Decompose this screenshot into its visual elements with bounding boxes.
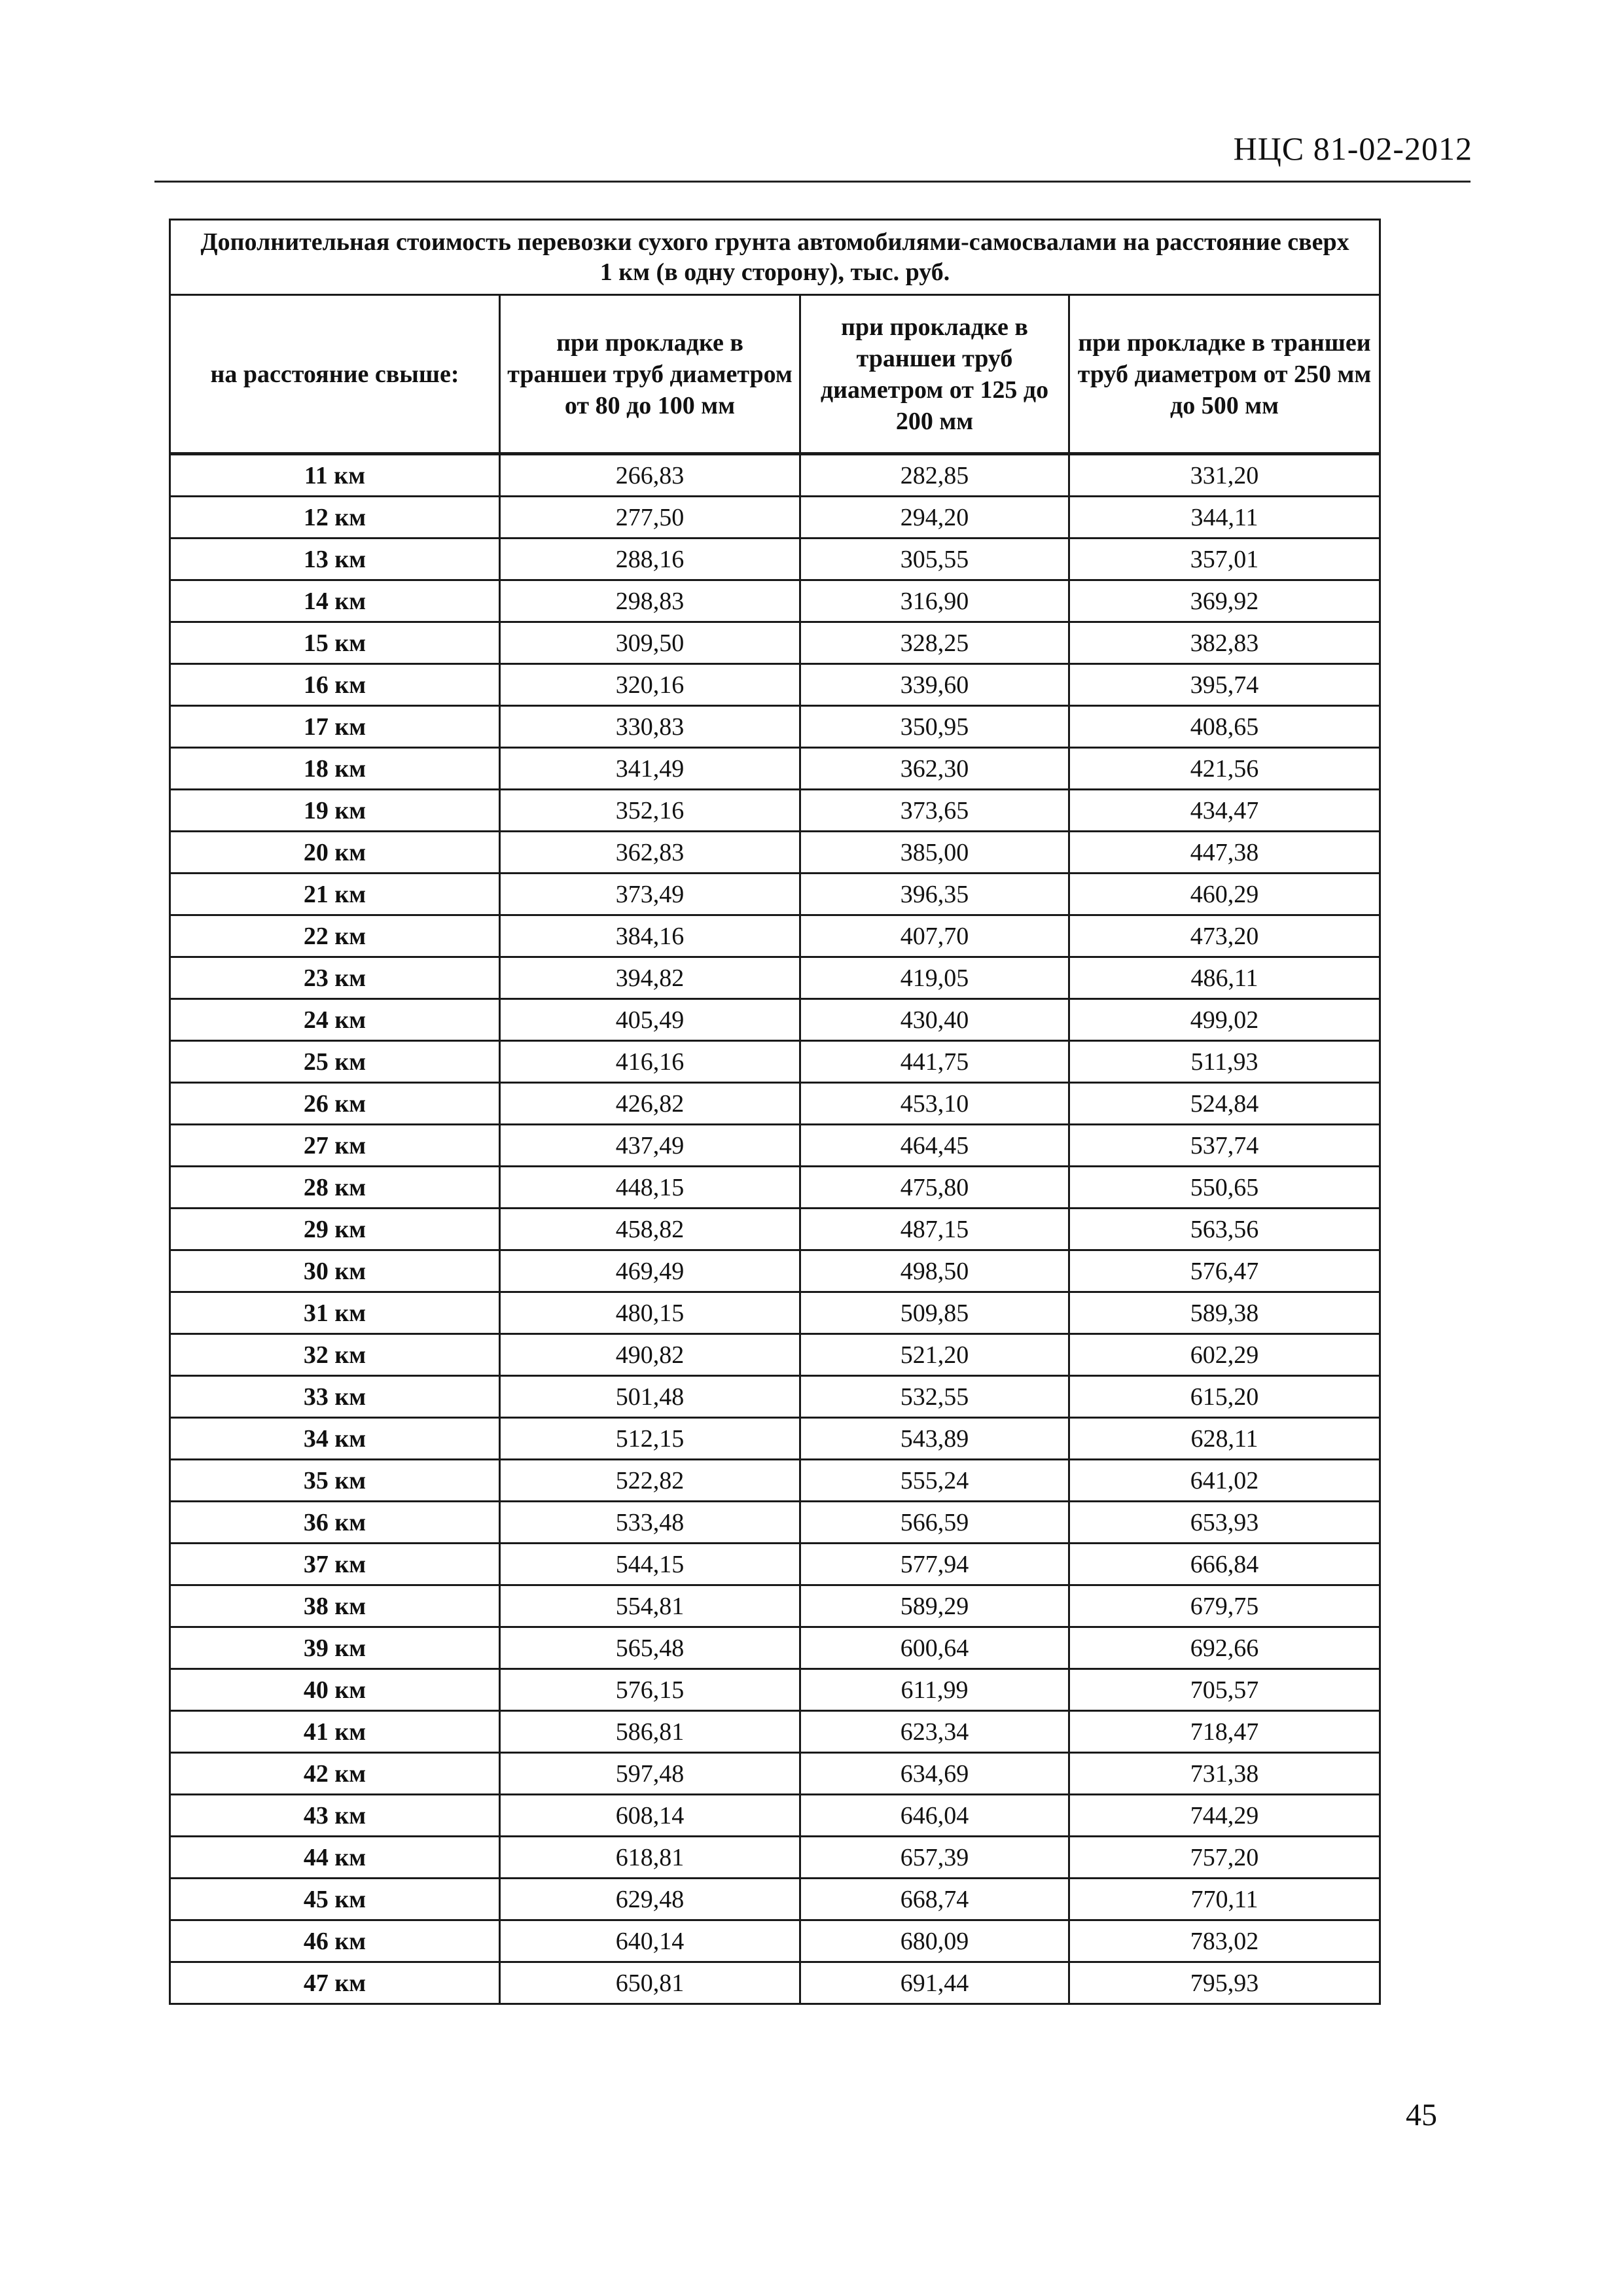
table-row <box>170 874 1380 915</box>
price-table <box>169 219 1381 2005</box>
cost-80-100-cell: 448,15 <box>500 1167 800 1209</box>
table-row <box>170 1167 1380 1209</box>
cost-250-500-cell: 408,65 <box>1069 706 1380 748</box>
distance-cell: 12 км <box>170 497 500 539</box>
cost-80-100-cell: 405,49 <box>500 999 800 1041</box>
table-row <box>170 790 1380 832</box>
cost-250-500-cell: 331,20 <box>1069 454 1380 497</box>
table-row <box>170 1669 1380 1711</box>
cost-80-100-cell: 640,14 <box>500 1920 800 1962</box>
column-header-250-500: при прокладке в траншеи труб диаметром от 250 мм до 500 мм <box>1069 295 1380 454</box>
cost-250-500-cell: 395,74 <box>1069 664 1380 706</box>
cost-125-200-cell: 521,20 <box>800 1334 1069 1376</box>
distance-cell: 20 км <box>170 832 500 874</box>
cost-80-100-cell: 362,83 <box>500 832 800 874</box>
table-title-row <box>170 220 1380 295</box>
cost-125-200-cell: 339,60 <box>800 664 1069 706</box>
distance-cell: 44 км <box>170 1837 500 1879</box>
cost-125-200-cell: 430,40 <box>800 999 1069 1041</box>
page-number: 45 <box>1406 2098 1437 2132</box>
cost-125-200-cell: 657,39 <box>800 1837 1069 1879</box>
price-table-container <box>169 219 1379 2005</box>
cost-125-200-cell: 600,64 <box>800 1627 1069 1669</box>
cost-250-500-cell: 344,11 <box>1069 497 1380 539</box>
column-header-distance: на расстояние свыше: <box>170 295 500 454</box>
cost-125-200-cell: 611,99 <box>800 1669 1069 1711</box>
distance-cell: 16 км <box>170 664 500 706</box>
cost-125-200-cell: 350,95 <box>800 706 1069 748</box>
cost-250-500-cell: 563,56 <box>1069 1209 1380 1250</box>
cost-125-200-cell: 566,59 <box>800 1502 1069 1544</box>
cost-80-100-cell: 533,48 <box>500 1502 800 1544</box>
distance-cell: 17 км <box>170 706 500 748</box>
cost-250-500-cell: 421,56 <box>1069 748 1380 790</box>
distance-cell: 23 км <box>170 957 500 999</box>
cost-80-100-cell: 522,82 <box>500 1460 800 1502</box>
cost-125-200-cell: 634,69 <box>800 1753 1069 1795</box>
cost-80-100-cell: 320,16 <box>500 664 800 706</box>
distance-cell: 18 км <box>170 748 500 790</box>
cost-80-100-cell: 576,15 <box>500 1669 800 1711</box>
cost-80-100-cell: 650,81 <box>500 1962 800 2004</box>
distance-cell: 42 км <box>170 1753 500 1795</box>
cost-250-500-cell: 705,57 <box>1069 1669 1380 1711</box>
cost-80-100-cell: 341,49 <box>500 748 800 790</box>
cost-125-200-cell: 543,89 <box>800 1418 1069 1460</box>
cost-250-500-cell: 628,11 <box>1069 1418 1380 1460</box>
cost-250-500-cell: 511,93 <box>1069 1041 1380 1083</box>
table-row <box>170 915 1380 957</box>
cost-250-500-cell: 499,02 <box>1069 999 1380 1041</box>
cost-80-100-cell: 394,82 <box>500 957 800 999</box>
cost-80-100-cell: 512,15 <box>500 1418 800 1460</box>
cost-125-200-cell: 385,00 <box>800 832 1069 874</box>
cost-250-500-cell: 757,20 <box>1069 1837 1380 1879</box>
cost-125-200-cell: 373,65 <box>800 790 1069 832</box>
cost-80-100-cell: 298,83 <box>500 580 800 622</box>
table-row <box>170 539 1380 580</box>
cost-125-200-cell: 294,20 <box>800 497 1069 539</box>
cost-250-500-cell: 550,65 <box>1069 1167 1380 1209</box>
distance-cell: 34 км <box>170 1418 500 1460</box>
table-row <box>170 1376 1380 1418</box>
cost-125-200-cell: 498,50 <box>800 1250 1069 1292</box>
cost-80-100-cell: 586,81 <box>500 1711 800 1753</box>
cost-250-500-cell: 744,29 <box>1069 1795 1380 1837</box>
cost-125-200-cell: 487,15 <box>800 1209 1069 1250</box>
table-head <box>170 220 1380 454</box>
table-row <box>170 1418 1380 1460</box>
cost-250-500-cell: 653,93 <box>1069 1502 1380 1544</box>
distance-cell: 26 км <box>170 1083 500 1125</box>
cost-250-500-cell: 369,92 <box>1069 580 1380 622</box>
cost-125-200-cell: 668,74 <box>800 1879 1069 1920</box>
table-row <box>170 1250 1380 1292</box>
cost-125-200-cell: 555,24 <box>800 1460 1069 1502</box>
table-row <box>170 748 1380 790</box>
distance-cell: 36 км <box>170 1502 500 1544</box>
cost-250-500-cell: 447,38 <box>1069 832 1380 874</box>
cost-250-500-cell: 357,01 <box>1069 539 1380 580</box>
cost-250-500-cell: 473,20 <box>1069 915 1380 957</box>
cost-80-100-cell: 437,49 <box>500 1125 800 1167</box>
distance-cell: 15 км <box>170 622 500 664</box>
cost-125-200-cell: 316,90 <box>800 580 1069 622</box>
table-row <box>170 1460 1380 1502</box>
distance-cell: 32 км <box>170 1334 500 1376</box>
cost-80-100-cell: 288,16 <box>500 539 800 580</box>
cost-80-100-cell: 501,48 <box>500 1376 800 1418</box>
cost-80-100-cell: 384,16 <box>500 915 800 957</box>
distance-cell: 43 км <box>170 1795 500 1837</box>
cost-125-200-cell: 328,25 <box>800 622 1069 664</box>
distance-cell: 28 км <box>170 1167 500 1209</box>
cost-80-100-cell: 309,50 <box>500 622 800 664</box>
cost-80-100-cell: 629,48 <box>500 1879 800 1920</box>
distance-cell: 27 км <box>170 1125 500 1167</box>
distance-cell: 30 км <box>170 1250 500 1292</box>
table-row <box>170 1879 1380 1920</box>
table-row <box>170 1125 1380 1167</box>
cost-125-200-cell: 589,29 <box>800 1585 1069 1627</box>
table-row <box>170 1837 1380 1879</box>
cost-250-500-cell: 589,38 <box>1069 1292 1380 1334</box>
cost-80-100-cell: 597,48 <box>500 1753 800 1795</box>
cost-250-500-cell: 692,66 <box>1069 1627 1380 1669</box>
cost-250-500-cell: 434,47 <box>1069 790 1380 832</box>
distance-cell: 33 км <box>170 1376 500 1418</box>
cost-125-200-cell: 419,05 <box>800 957 1069 999</box>
table-row <box>170 580 1380 622</box>
distance-cell: 14 км <box>170 580 500 622</box>
distance-cell: 11 км <box>170 454 500 497</box>
distance-cell: 39 км <box>170 1627 500 1669</box>
column-header-row <box>170 295 1380 454</box>
distance-cell: 40 км <box>170 1669 500 1711</box>
cost-250-500-cell: 679,75 <box>1069 1585 1380 1627</box>
distance-cell: 47 км <box>170 1962 500 2004</box>
cost-125-200-cell: 691,44 <box>800 1962 1069 2004</box>
cost-80-100-cell: 554,81 <box>500 1585 800 1627</box>
cost-80-100-cell: 426,82 <box>500 1083 800 1125</box>
cost-250-500-cell: 770,11 <box>1069 1879 1380 1920</box>
distance-cell: 13 км <box>170 539 500 580</box>
cost-80-100-cell: 458,82 <box>500 1209 800 1250</box>
cost-125-200-cell: 532,55 <box>800 1376 1069 1418</box>
table-row <box>170 957 1380 999</box>
cost-125-200-cell: 646,04 <box>800 1795 1069 1837</box>
cost-80-100-cell: 469,49 <box>500 1250 800 1292</box>
cost-250-500-cell: 795,93 <box>1069 1962 1380 2004</box>
cost-125-200-cell: 407,70 <box>800 915 1069 957</box>
table-row <box>170 1920 1380 1962</box>
cost-125-200-cell: 453,10 <box>800 1083 1069 1125</box>
distance-cell: 25 км <box>170 1041 500 1083</box>
table-row <box>170 832 1380 874</box>
table-row <box>170 454 1380 497</box>
cost-80-100-cell: 277,50 <box>500 497 800 539</box>
cost-250-500-cell: 460,29 <box>1069 874 1380 915</box>
cost-80-100-cell: 416,16 <box>500 1041 800 1083</box>
distance-cell: 19 км <box>170 790 500 832</box>
cost-250-500-cell: 783,02 <box>1069 1920 1380 1962</box>
document-code: НЦС 81-02-2012 <box>1233 130 1472 167</box>
cost-125-200-cell: 362,30 <box>800 748 1069 790</box>
cost-250-500-cell: 382,83 <box>1069 622 1380 664</box>
distance-cell: 37 км <box>170 1544 500 1585</box>
table-row <box>170 1711 1380 1753</box>
table-row <box>170 1209 1380 1250</box>
table-row <box>170 1795 1380 1837</box>
cost-250-500-cell: 537,74 <box>1069 1125 1380 1167</box>
table-row <box>170 1502 1380 1544</box>
cost-80-100-cell: 565,48 <box>500 1627 800 1669</box>
column-header-125-200: при прокладке в траншеи труб диаметром от 125 до 200 мм <box>800 295 1069 454</box>
table-body <box>170 454 1380 2004</box>
distance-cell: 45 км <box>170 1879 500 1920</box>
cost-80-100-cell: 490,82 <box>500 1334 800 1376</box>
cost-125-200-cell: 577,94 <box>800 1544 1069 1585</box>
distance-cell: 38 км <box>170 1585 500 1627</box>
cost-80-100-cell: 480,15 <box>500 1292 800 1334</box>
cost-250-500-cell: 718,47 <box>1069 1711 1380 1753</box>
cost-125-200-cell: 305,55 <box>800 539 1069 580</box>
table-title: Дополнительная стоимость перевозки сухого грунта автомобилями-самосвалами на расстояние сверх 1 км (в одну сторону), тыс. руб. <box>170 220 1380 295</box>
distance-cell: 24 км <box>170 999 500 1041</box>
table-row <box>170 1753 1380 1795</box>
cost-80-100-cell: 618,81 <box>500 1837 800 1879</box>
distance-cell: 41 км <box>170 1711 500 1753</box>
table-row <box>170 1041 1380 1083</box>
cost-250-500-cell: 641,02 <box>1069 1460 1380 1502</box>
cost-250-500-cell: 486,11 <box>1069 957 1380 999</box>
cost-125-200-cell: 680,09 <box>800 1920 1069 1962</box>
distance-cell: 46 км <box>170 1920 500 1962</box>
table-row <box>170 999 1380 1041</box>
cost-125-200-cell: 509,85 <box>800 1292 1069 1334</box>
cost-80-100-cell: 330,83 <box>500 706 800 748</box>
table-row <box>170 664 1380 706</box>
header-rule <box>154 181 1471 183</box>
cost-125-200-cell: 282,85 <box>800 454 1069 497</box>
table-row <box>170 706 1380 748</box>
cost-125-200-cell: 464,45 <box>800 1125 1069 1167</box>
cost-80-100-cell: 373,49 <box>500 874 800 915</box>
table-row <box>170 1334 1380 1376</box>
table-row <box>170 1292 1380 1334</box>
cost-80-100-cell: 266,83 <box>500 454 800 497</box>
cost-125-200-cell: 396,35 <box>800 874 1069 915</box>
cost-250-500-cell: 576,47 <box>1069 1250 1380 1292</box>
distance-cell: 22 км <box>170 915 500 957</box>
cost-125-200-cell: 623,34 <box>800 1711 1069 1753</box>
table-row <box>170 1627 1380 1669</box>
cost-250-500-cell: 602,29 <box>1069 1334 1380 1376</box>
table-row <box>170 622 1380 664</box>
cost-125-200-cell: 475,80 <box>800 1167 1069 1209</box>
distance-cell: 21 км <box>170 874 500 915</box>
column-header-80-100: при прокладке в траншеи труб диаметром от 80 до 100 мм <box>500 295 800 454</box>
table-row <box>170 1962 1380 2004</box>
distance-cell: 35 км <box>170 1460 500 1502</box>
cost-250-500-cell: 524,84 <box>1069 1083 1380 1125</box>
table-row <box>170 1083 1380 1125</box>
cost-125-200-cell: 441,75 <box>800 1041 1069 1083</box>
cost-250-500-cell: 666,84 <box>1069 1544 1380 1585</box>
table-row <box>170 1544 1380 1585</box>
cost-80-100-cell: 544,15 <box>500 1544 800 1585</box>
cost-250-500-cell: 731,38 <box>1069 1753 1380 1795</box>
cost-80-100-cell: 352,16 <box>500 790 800 832</box>
cost-250-500-cell: 615,20 <box>1069 1376 1380 1418</box>
distance-cell: 29 км <box>170 1209 500 1250</box>
cost-80-100-cell: 608,14 <box>500 1795 800 1837</box>
table-row <box>170 1585 1380 1627</box>
distance-cell: 31 км <box>170 1292 500 1334</box>
table-row <box>170 497 1380 539</box>
